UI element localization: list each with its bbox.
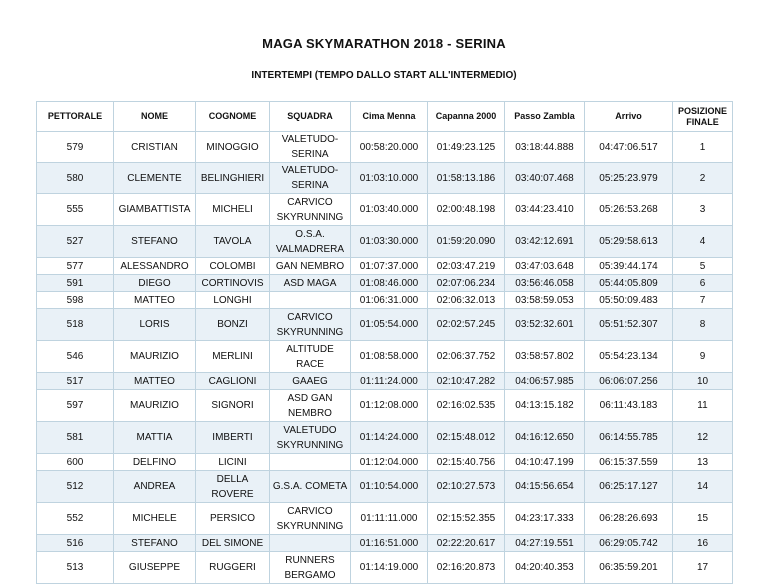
cell-squadra: VALETUDO-SERINA bbox=[270, 132, 351, 163]
results-table bbox=[36, 101, 733, 584]
cell-posizione: 11 bbox=[673, 390, 733, 422]
cell-nome: ALESSANDRO bbox=[114, 258, 196, 275]
cell-arrivo: 06:06:07.256 bbox=[585, 373, 673, 390]
cell-arrivo: 06:15:37.559 bbox=[585, 454, 673, 471]
cell-capanna: 01:58:13.186 bbox=[428, 163, 505, 194]
cell-posizione: 10 bbox=[673, 373, 733, 390]
cell-nome: LORIS bbox=[114, 309, 196, 341]
cell-cima-menna: 01:03:40.000 bbox=[351, 194, 428, 226]
cell-squadra: CARVICO SKYRUNNING bbox=[270, 194, 351, 226]
cell-arrivo: 06:14:55.785 bbox=[585, 422, 673, 454]
table-row bbox=[37, 503, 733, 535]
cell-nome: STEFANO bbox=[114, 226, 196, 258]
cell-nome: MATTEO bbox=[114, 292, 196, 309]
cell-cima-menna: 01:06:31.000 bbox=[351, 292, 428, 309]
cell-squadra: ASD GAN NEMBRO bbox=[270, 390, 351, 422]
cell-arrivo: 06:35:59.201 bbox=[585, 552, 673, 584]
cell-cima-menna: 01:16:51.000 bbox=[351, 535, 428, 552]
cell-cima-menna: 01:10:54.000 bbox=[351, 471, 428, 503]
table-row bbox=[37, 454, 733, 471]
cell-cognome: SIGNORI bbox=[196, 390, 270, 422]
cell-pettorale: 518 bbox=[37, 309, 114, 341]
cell-posizione: 15 bbox=[673, 503, 733, 535]
cell-passo: 04:06:57.985 bbox=[505, 373, 585, 390]
cell-nome: MAURIZIO bbox=[114, 390, 196, 422]
cell-capanna: 02:02:57.245 bbox=[428, 309, 505, 341]
cell-posizione: 14 bbox=[673, 471, 733, 503]
header-row bbox=[37, 102, 733, 132]
cell-cognome: COLOMBI bbox=[196, 258, 270, 275]
cell-cognome: LICINI bbox=[196, 454, 270, 471]
table-row bbox=[37, 163, 733, 194]
cell-nome: MAURIZIO bbox=[114, 341, 196, 373]
cell-posizione: 8 bbox=[673, 309, 733, 341]
cell-pettorale: 513 bbox=[37, 552, 114, 584]
cell-nome: GIUSEPPE bbox=[114, 552, 196, 584]
cell-posizione: 3 bbox=[673, 194, 733, 226]
cell-posizione: 5 bbox=[673, 258, 733, 275]
header-posizione-line1: POSIZIONE bbox=[677, 105, 727, 116]
cell-arrivo: 06:29:05.742 bbox=[585, 535, 673, 552]
cell-pettorale: 546 bbox=[37, 341, 114, 373]
cell-capanna: 02:16:02.535 bbox=[428, 390, 505, 422]
cell-passo: 03:44:23.410 bbox=[505, 194, 585, 226]
cell-pettorale: 598 bbox=[37, 292, 114, 309]
cell-arrivo: 05:39:44.174 bbox=[585, 258, 673, 275]
cell-arrivo: 06:28:26.693 bbox=[585, 503, 673, 535]
cell-capanna: 02:15:52.355 bbox=[428, 503, 505, 535]
cell-cima-menna: 01:12:04.000 bbox=[351, 454, 428, 471]
table-row bbox=[37, 373, 733, 390]
table-row bbox=[37, 390, 733, 422]
cell-posizione: 17 bbox=[673, 552, 733, 584]
cell-passo: 03:42:12.691 bbox=[505, 226, 585, 258]
table-row bbox=[37, 341, 733, 373]
cell-passo: 04:23:17.333 bbox=[505, 503, 585, 535]
cell-posizione: 12 bbox=[673, 422, 733, 454]
cell-capanna: 02:06:37.752 bbox=[428, 341, 505, 373]
table-row bbox=[37, 471, 733, 503]
cell-nome: CRISTIAN bbox=[114, 132, 196, 163]
cell-cima-menna: 01:08:58.000 bbox=[351, 341, 428, 373]
cell-passo: 03:47:03.648 bbox=[505, 258, 585, 275]
cell-passo: 04:10:47.199 bbox=[505, 454, 585, 471]
cell-posizione: 1 bbox=[673, 132, 733, 163]
table-row bbox=[37, 275, 733, 292]
cell-cognome: BELINGHIERI bbox=[196, 163, 270, 194]
cell-cima-menna: 01:11:11.000 bbox=[351, 503, 428, 535]
cell-squadra: GAAEG bbox=[270, 373, 351, 390]
table-row bbox=[37, 309, 733, 341]
cell-pettorale: 512 bbox=[37, 471, 114, 503]
table-row bbox=[37, 552, 733, 584]
cell-cognome: BONZI bbox=[196, 309, 270, 341]
cell-pettorale: 579 bbox=[37, 132, 114, 163]
cell-arrivo: 06:25:17.127 bbox=[585, 471, 673, 503]
cell-cima-menna: 01:03:10.000 bbox=[351, 163, 428, 194]
table-row bbox=[37, 226, 733, 258]
cell-squadra: ASD MAGA bbox=[270, 275, 351, 292]
cell-posizione: 13 bbox=[673, 454, 733, 471]
table-row bbox=[37, 422, 733, 454]
cell-squadra: VALETUDO-SERINA bbox=[270, 163, 351, 194]
cell-arrivo: 05:50:09.483 bbox=[585, 292, 673, 309]
cell-squadra: G.S.A. COMETA bbox=[270, 471, 351, 503]
cell-nome: MATTIA bbox=[114, 422, 196, 454]
cell-nome: DIEGO bbox=[114, 275, 196, 292]
cell-cima-menna: 01:14:19.000 bbox=[351, 552, 428, 584]
cell-arrivo: 06:11:43.183 bbox=[585, 390, 673, 422]
cell-pettorale: 577 bbox=[37, 258, 114, 275]
cell-arrivo: 05:26:53.268 bbox=[585, 194, 673, 226]
cell-pettorale: 555 bbox=[37, 194, 114, 226]
table-row bbox=[37, 132, 733, 163]
cell-cima-menna: 00:58:20.000 bbox=[351, 132, 428, 163]
cell-arrivo: 05:51:52.307 bbox=[585, 309, 673, 341]
table-row bbox=[37, 258, 733, 275]
cell-squadra: RUNNERS BERGAMO bbox=[270, 552, 351, 584]
cell-cognome: TAVOLA bbox=[196, 226, 270, 258]
cell-pettorale: 516 bbox=[37, 535, 114, 552]
cell-passo: 04:20:40.353 bbox=[505, 552, 585, 584]
header-nome: NOME bbox=[114, 102, 196, 132]
cell-cognome: MICHELI bbox=[196, 194, 270, 226]
cell-passo: 04:27:19.551 bbox=[505, 535, 585, 552]
header-posizione-line2: FINALE bbox=[686, 116, 719, 127]
cell-posizione: 9 bbox=[673, 341, 733, 373]
cell-cognome: RUGGERI bbox=[196, 552, 270, 584]
cell-arrivo: 05:29:58.613 bbox=[585, 226, 673, 258]
cell-squadra: VALETUDO SKYRUNNING bbox=[270, 422, 351, 454]
header-capanna: Capanna 2000 bbox=[428, 102, 505, 132]
cell-pettorale: 580 bbox=[37, 163, 114, 194]
cell-pettorale: 527 bbox=[37, 226, 114, 258]
results-body bbox=[37, 132, 733, 584]
cell-capanna: 02:22:20.617 bbox=[428, 535, 505, 552]
cell-cima-menna: 01:05:54.000 bbox=[351, 309, 428, 341]
cell-squadra bbox=[270, 535, 351, 552]
cell-capanna: 02:15:48.012 bbox=[428, 422, 505, 454]
cell-nome: ANDREA bbox=[114, 471, 196, 503]
header-cognome: COGNOME bbox=[196, 102, 270, 132]
cell-arrivo: 05:44:05.809 bbox=[585, 275, 673, 292]
cell-squadra: GAN NEMBRO bbox=[270, 258, 351, 275]
cell-cima-menna: 01:11:24.000 bbox=[351, 373, 428, 390]
table-row bbox=[37, 194, 733, 226]
cell-passo: 03:58:59.053 bbox=[505, 292, 585, 309]
cell-arrivo: 04:47:06.517 bbox=[585, 132, 673, 163]
cell-pettorale: 581 bbox=[37, 422, 114, 454]
cell-passo: 03:56:46.058 bbox=[505, 275, 585, 292]
header-arrivo: Arrivo bbox=[585, 102, 673, 132]
cell-cognome: IMBERTI bbox=[196, 422, 270, 454]
cell-cima-menna: 01:03:30.000 bbox=[351, 226, 428, 258]
cell-capanna: 02:07:06.234 bbox=[428, 275, 505, 292]
cell-passo: 03:58:57.802 bbox=[505, 341, 585, 373]
header-passo: Passo Zambla bbox=[505, 102, 585, 132]
cell-capanna: 01:49:23.125 bbox=[428, 132, 505, 163]
header-squadra: SQUADRA bbox=[270, 102, 351, 132]
cell-cima-menna: 01:07:37.000 bbox=[351, 258, 428, 275]
table-row bbox=[37, 292, 733, 309]
cell-nome: GIAMBATTISTA bbox=[114, 194, 196, 226]
cell-passo: 03:52:32.601 bbox=[505, 309, 585, 341]
cell-capanna: 02:06:32.013 bbox=[428, 292, 505, 309]
cell-squadra: CARVICO SKYRUNNING bbox=[270, 503, 351, 535]
cell-nome: DELFINO bbox=[114, 454, 196, 471]
cell-passo: 04:13:15.182 bbox=[505, 390, 585, 422]
header-cima-menna: Cima Menna bbox=[351, 102, 428, 132]
cell-nome: CLEMENTE bbox=[114, 163, 196, 194]
document-subtitle: INTERTEMPI (TEMPO DALLO START ALL'INTERMEDIO) bbox=[251, 70, 517, 81]
cell-cognome: CORTINOVIS bbox=[196, 275, 270, 292]
cell-squadra: O.S.A. VALMADRERA bbox=[270, 226, 351, 258]
cell-nome: MATTEO bbox=[114, 373, 196, 390]
cell-passo: 04:16:12.650 bbox=[505, 422, 585, 454]
cell-cognome: DELLA ROVERE bbox=[196, 471, 270, 503]
cell-cognome: PERSICO bbox=[196, 503, 270, 535]
cell-capanna: 02:10:47.282 bbox=[428, 373, 505, 390]
document-title: MAGA SKYMARATHON 2018 - SERINA bbox=[262, 36, 506, 51]
cell-capanna: 02:16:20.873 bbox=[428, 552, 505, 584]
cell-posizione: 6 bbox=[673, 275, 733, 292]
cell-passo: 03:18:44.888 bbox=[505, 132, 585, 163]
cell-pettorale: 591 bbox=[37, 275, 114, 292]
cell-pettorale: 597 bbox=[37, 390, 114, 422]
cell-squadra: CARVICO SKYRUNNING bbox=[270, 309, 351, 341]
cell-passo: 03:40:07.468 bbox=[505, 163, 585, 194]
cell-pettorale: 552 bbox=[37, 503, 114, 535]
cell-nome: MICHELE bbox=[114, 503, 196, 535]
cell-nome: STEFANO bbox=[114, 535, 196, 552]
cell-squadra: ALTITUDE RACE bbox=[270, 341, 351, 373]
cell-capanna: 02:03:47.219 bbox=[428, 258, 505, 275]
cell-arrivo: 05:25:23.979 bbox=[585, 163, 673, 194]
cell-cognome: CAGLIONI bbox=[196, 373, 270, 390]
header-posizione bbox=[673, 102, 733, 132]
cell-cognome: DEL SIMONE bbox=[196, 535, 270, 552]
cell-posizione: 16 bbox=[673, 535, 733, 552]
cell-squadra bbox=[270, 292, 351, 309]
header-pettorale: PETTORALE bbox=[37, 102, 114, 132]
cell-capanna: 02:00:48.198 bbox=[428, 194, 505, 226]
cell-posizione: 4 bbox=[673, 226, 733, 258]
cell-passo: 04:15:56.654 bbox=[505, 471, 585, 503]
cell-cima-menna: 01:12:08.000 bbox=[351, 390, 428, 422]
cell-cima-menna: 01:14:24.000 bbox=[351, 422, 428, 454]
cell-cognome: MERLINI bbox=[196, 341, 270, 373]
cell-arrivo: 05:54:23.134 bbox=[585, 341, 673, 373]
cell-cognome: LONGHI bbox=[196, 292, 270, 309]
cell-cognome: MINOGGIO bbox=[196, 132, 270, 163]
cell-posizione: 2 bbox=[673, 163, 733, 194]
cell-cima-menna: 01:08:46.000 bbox=[351, 275, 428, 292]
cell-capanna: 02:10:27.573 bbox=[428, 471, 505, 503]
table-row bbox=[37, 535, 733, 552]
cell-capanna: 01:59:20.090 bbox=[428, 226, 505, 258]
cell-squadra bbox=[270, 454, 351, 471]
cell-pettorale: 600 bbox=[37, 454, 114, 471]
cell-pettorale: 517 bbox=[37, 373, 114, 390]
cell-posizione: 7 bbox=[673, 292, 733, 309]
cell-capanna: 02:15:40.756 bbox=[428, 454, 505, 471]
